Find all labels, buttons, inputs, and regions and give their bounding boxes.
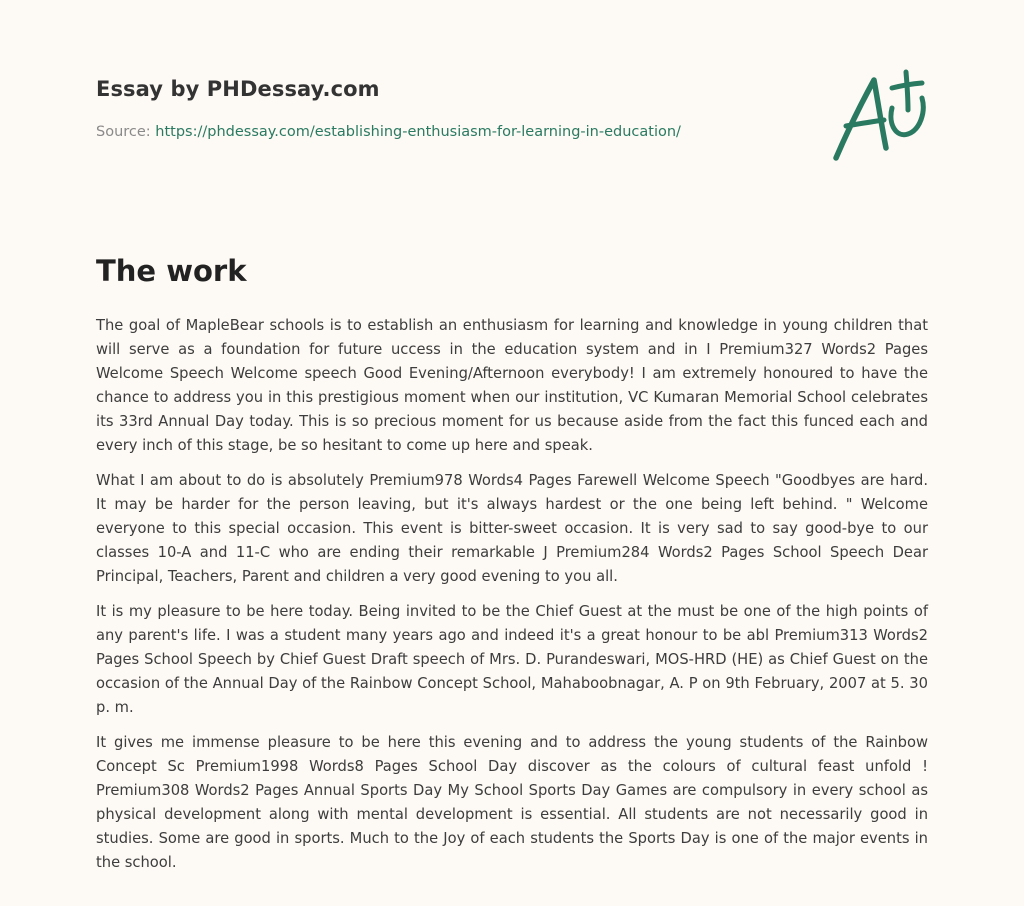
essay-paragraph-1: The goal of MapleBear schools is to establish an enthusiasm for learning and knowledge in young children that will serve as a foundation for future uccess in the education system and in I Premium327 Words2 Pages Welcome Speech Welcome speech Good Evening/Afternoon everybody! I am extremely honoured to have the chance to address you in this prestigious moment when our institution, VC Kumaran Memorial School celebrates its 33rd Annual Day today. This is so precious moment for us because aside from the fact this funced each and every inch of this stage, be so hesitant to come up here and speak.	[96, 317, 928, 454]
essay-paragraph-4: It gives me immense pleasure to be here this evening and to address the young students of the Rainbow Concept Sc Premium1998 Words8 Pages School Day discover as the colours of cultural feast unfold ! Premium308 Words2 Pages Annual Sports Day My School Sports Day Games are compulsory in every school as physical development along with mental development is essential. All students are not necessarily good in studies. Some are good in sports. Much to the Joy of each students the Sports Day is one of the major events in the school.	[96, 734, 928, 871]
site-title: Essay by PHDessay.com	[96, 77, 380, 101]
source-label: Source:	[96, 124, 151, 140]
source-link[interactable]: https://phdessay.com/establishing-enthusiasm-for-learning-in-education/	[155, 124, 681, 140]
essay-body	[96, 314, 928, 886]
source-line	[96, 124, 681, 140]
essay-paragraph-3: It is my pleasure to be here today. Being invited to be the Chief Guest at the must be one of the high points of any parent's life. I was a student many years ago and indeed it's a great honour to be abl Premium313 Words2 Pages School Speech by Chief Guest Draft speech of Mrs. D. Purandeswari, MOS-HRD (HE) as Chief Guest on the occasion of the Annual Day of the Rainbow Concept School, Mahaboobnagar, A. P on 9th February, 2007 at 5. 30 p. m.	[96, 603, 928, 716]
page-header	[96, 0, 928, 190]
essay-paragraph-2: What I am about to do is absolutely Premium978 Words4 Pages Farewell Welcome Speech "Goodbyes are hard. It may be harder for the person leaving, but it's always hardest or the one being left behind. " Welcome everyone to this special occasion. This event is bitter-sweet occasion. It is very sad to say good-bye to our classes 10-A and 11-C who are ending their remarkable J Premium284 Words2 Pages School Speech Dear Principal, Teachers, Parent and children a very good evening to you all.	[96, 472, 928, 585]
essay-title: The work	[96, 254, 247, 288]
a-plus-logo-icon	[828, 68, 932, 164]
